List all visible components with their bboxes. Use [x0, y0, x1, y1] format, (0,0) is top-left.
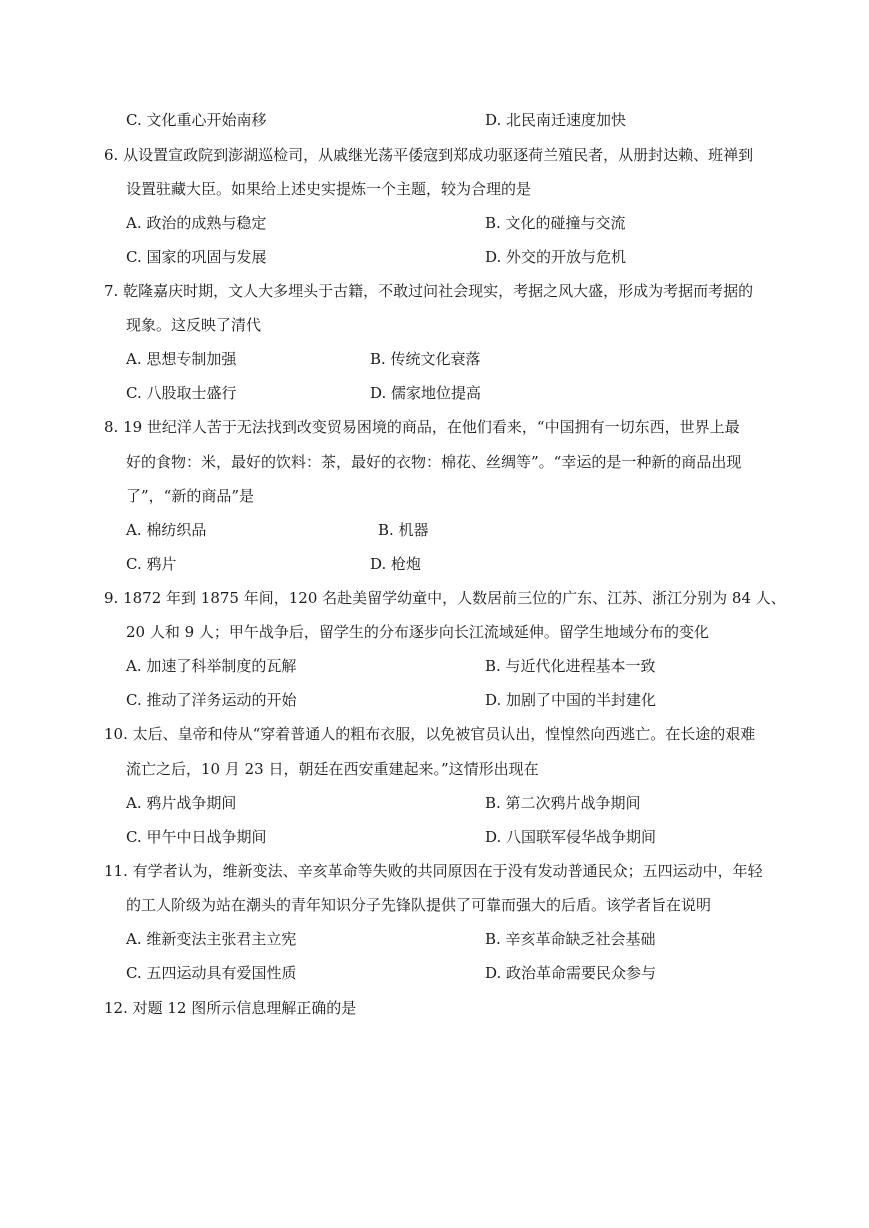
q8-option-d: D. 枪炮 [370, 555, 422, 573]
q11-stem-line2: 的工人阶级为站在潮头的青年知识分子先锋队提供了可靠而强大的后盾。该学者旨在说明 [126, 896, 712, 914]
q8-stem-line2: 好的食物：米，最好的饮料：茶，最好的衣物：棉花、丝绸等”。“幸运的是一种新的商品出现 [126, 453, 742, 471]
q9-option-c: C. 推动了洋务运动的开始 [126, 691, 297, 709]
q9-stem-line1: 9. 1872 年到 1875 年间，120 名赴美留学幼童中，人数居前三位的广东、江苏、浙江分别为 84 人、 [104, 589, 786, 607]
q10-stem-line1: 10. 太后、皇帝和侍从“穿着普通人的粗布衣服，以免被官员认出，惶惶然向西逃亡。在长途的艰难 [104, 725, 756, 743]
q11-option-c: C. 五四运动具有爱国性质 [126, 964, 297, 982]
q9-option-b: B. 与近代化进程基本一致 [485, 657, 656, 675]
q10-option-a: A. 鸦片战争期间 [126, 794, 237, 812]
q10-stem-line2: 流亡之后，10 月 23 日，朝廷在西安重建起来。”这情形出现在 [126, 760, 539, 778]
q8-option-a: A. 棉纺织品 [126, 521, 207, 539]
q7-option-c: C. 八股取士盛行 [126, 384, 237, 402]
q6-stem-line2: 设置驻藏大臣。如果给上述史实提炼一个主题，较为合理的是 [126, 180, 532, 198]
q6-option-c: C. 国家的巩固与发展 [126, 248, 267, 266]
q8-stem-line1: 8. 19 世纪洋人苦于无法找到改变贸易困境的商品，在他们看来，“中国拥有一切东西，世界上最 [104, 418, 740, 436]
q7-option-b: B. 传统文化衰落 [370, 350, 481, 368]
q7-stem-line1: 7. 乾隆嘉庆时期，文人大多埋头于古籍，不敢过问社会现实，考据之风大盛，形成为考据而考据的 [104, 282, 754, 300]
q10-option-d: D. 八国联军侵华战争期间 [485, 828, 657, 846]
q11-option-d: D. 政治革命需要民众参与 [485, 964, 657, 982]
q8-stem-line3: 了”，“新的商品”是 [126, 487, 255, 505]
q9-stem-line2: 20 人和 9 人；甲午战争后，留学生的分布逐步向长江流域延伸。留学生地域分布的变化 [126, 623, 709, 641]
q8-option-b: B. 机器 [378, 521, 429, 539]
q7-option-a: A. 思想专制加强 [126, 350, 237, 368]
q11-stem-line1: 11. 有学者认为，维新变法、辛亥革命等失败的共同原因在于没有发动普通民众；五四运动中，年轻 [104, 862, 763, 880]
q11-option-b: B. 辛亥革命缺乏社会基础 [485, 930, 656, 948]
q9-option-d: D. 加剧了中国的半封建化 [485, 691, 657, 709]
q10-option-b: B. 第二次鸦片战争期间 [485, 794, 641, 812]
q9-option-a: A. 加速了科举制度的瓦解 [126, 657, 297, 675]
q7-stem-line2: 现象。这反映了清代 [126, 316, 262, 334]
q11-option-a: A. 维新变法主张君主立宪 [126, 930, 297, 948]
q12-stem-line1: 12. 对题 12 图所示信息理解正确的是 [104, 999, 357, 1017]
q5-option-c: C. 文化重心开始南移 [126, 111, 267, 129]
q6-option-b: B. 文化的碰撞与交流 [485, 214, 626, 232]
q6-option-a: A. 政治的成熟与稳定 [126, 214, 267, 232]
q6-stem-line1: 6. 从设置宣政院到澎湖巡检司，从戚继光荡平倭寇到郑成功驱逐荷兰殖民者，从册封达赖、班禅到 [104, 146, 754, 164]
q5-option-d: D. 北民南迁速度加快 [485, 111, 627, 129]
q6-option-d: D. 外交的开放与危机 [485, 248, 627, 266]
q8-option-c: C. 鸦片 [126, 555, 177, 573]
q7-option-d: D. 儒家地位提高 [370, 384, 482, 402]
q10-option-c: C. 甲午中日战争期间 [126, 828, 267, 846]
